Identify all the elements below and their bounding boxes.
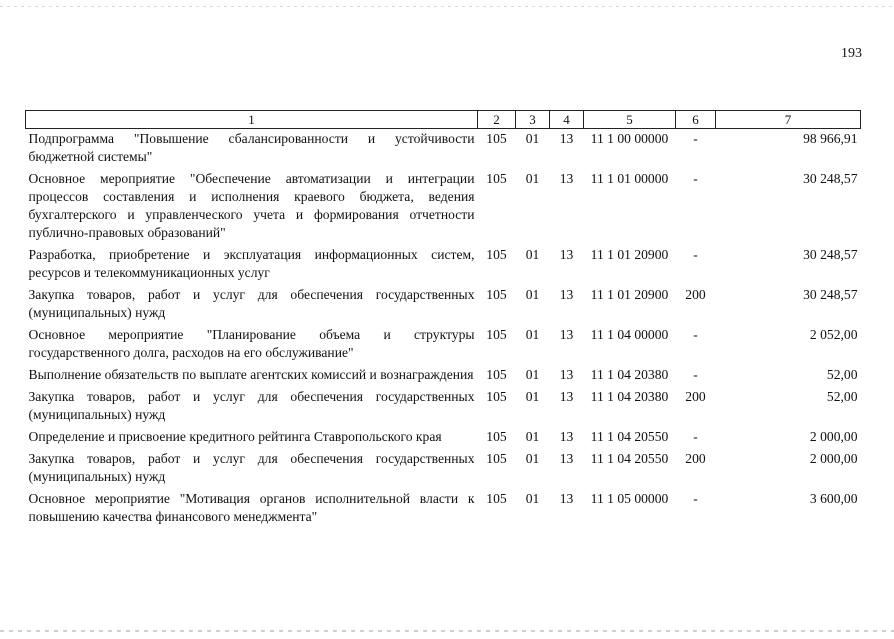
row-amount: 2 000,00 <box>809 451 858 466</box>
row-expense-type: - <box>693 367 698 382</box>
header-col-4: 4 <box>550 111 584 129</box>
row-target-article: 11 1 01 20900 <box>590 247 669 262</box>
row-target-article: 11 1 04 20550 <box>590 451 669 466</box>
row-section: 01 <box>525 389 540 404</box>
row-section: 01 <box>525 429 540 444</box>
row-subsection: 13 <box>559 287 574 302</box>
row-expense-type: - <box>693 171 698 186</box>
row-admin-code: 105 <box>486 451 507 466</box>
row-target-article: 11 1 01 00000 <box>590 171 669 186</box>
row-amount: 3 600,00 <box>809 491 858 506</box>
row-target-article: 11 1 00 00000 <box>590 131 669 146</box>
row-admin-code: 105 <box>486 247 507 262</box>
row-expense-type: - <box>693 491 698 506</box>
table-row <box>26 365 861 387</box>
row-name: Закупка товаров, работ и услуг для обеспечения государственных (муниципальных) нужд <box>28 451 475 484</box>
row-name: Закупка товаров, работ и услуг для обеспечения государственных (муниципальных) нужд <box>28 287 475 320</box>
row-target-article: 11 1 04 20380 <box>590 367 669 382</box>
row-name: Выполнение обязательств по выплате агентских комиссий и вознаграждения <box>28 367 474 382</box>
row-amount: 52,00 <box>826 367 858 382</box>
row-name: Закупка товаров, работ и услуг для обеспечения государственных (муниципальных) нужд <box>28 389 475 422</box>
row-amount: 98 966,91 <box>803 131 858 146</box>
row-name: Подпрограмма "Повышение сбалансированности и устойчивости бюджетной системы" <box>28 131 475 164</box>
table-row <box>26 449 861 489</box>
row-subsection: 13 <box>559 389 574 404</box>
row-admin-code: 105 <box>486 171 507 186</box>
row-admin-code: 105 <box>486 287 507 302</box>
row-expense-type: - <box>693 327 698 342</box>
table-row <box>26 387 861 427</box>
row-expense-type: - <box>693 247 698 262</box>
row-expense-type: - <box>693 429 698 444</box>
row-admin-code: 105 <box>486 429 507 444</box>
header-col-2: 2 <box>478 111 516 129</box>
row-expense-type: 200 <box>685 451 706 466</box>
row-subsection: 13 <box>559 247 574 262</box>
row-admin-code: 105 <box>486 367 507 382</box>
row-section: 01 <box>525 367 540 382</box>
row-target-article: 11 1 04 20550 <box>590 429 669 444</box>
table-row <box>26 325 861 365</box>
header-col-6: 6 <box>676 111 716 129</box>
row-section: 01 <box>525 491 540 506</box>
row-name: Основное мероприятие "Мотивация органов исполнительной власти к повышению качества финансового менеджмента" <box>28 491 475 524</box>
table-body <box>26 129 861 530</box>
row-section: 01 <box>525 131 540 146</box>
row-amount: 30 248,57 <box>803 287 858 302</box>
page-number: 193 <box>841 46 862 61</box>
row-amount: 30 248,57 <box>803 247 858 262</box>
row-target-article: 11 1 04 00000 <box>590 327 669 342</box>
row-expense-type: 200 <box>685 389 706 404</box>
row-subsection: 13 <box>559 491 574 506</box>
row-section: 01 <box>525 247 540 262</box>
row-admin-code: 105 <box>486 327 507 342</box>
row-expense-type: 200 <box>685 287 706 302</box>
header-col-3: 3 <box>516 111 550 129</box>
row-target-article: 11 1 01 20900 <box>590 287 669 302</box>
table-row <box>26 129 861 170</box>
row-expense-type: - <box>693 131 698 146</box>
row-subsection: 13 <box>559 451 574 466</box>
table-row <box>26 427 861 449</box>
row-name: Определение и присвоение кредитного рейтинга Ставропольского края <box>28 429 442 444</box>
row-subsection: 13 <box>559 429 574 444</box>
row-name: Разработка, приобретение и эксплуатация информационных систем, ресурсов и телекоммуникационных услуг <box>28 247 475 280</box>
row-name: Основное мероприятие "Планирование объема и структуры государственного долга, расходов на его обслуживание" <box>28 327 475 360</box>
header-col-1: 1 <box>26 111 478 129</box>
row-admin-code: 105 <box>486 131 507 146</box>
row-amount: 2 000,00 <box>809 429 858 444</box>
table-row <box>26 285 861 325</box>
header-col-7: 7 <box>716 111 861 129</box>
row-admin-code: 105 <box>486 491 507 506</box>
scan-edge-top <box>0 6 894 7</box>
row-amount: 30 248,57 <box>803 171 858 186</box>
row-subsection: 13 <box>559 131 574 146</box>
table-header-row <box>26 111 861 129</box>
budget-table <box>25 110 861 529</box>
scan-edge-bottom <box>0 630 894 632</box>
row-amount: 2 052,00 <box>809 327 858 342</box>
row-subsection: 13 <box>559 327 574 342</box>
row-section: 01 <box>525 451 540 466</box>
row-name: Основное мероприятие "Обеспечение автоматизации и интеграции процессов составления и исполнения краевого бюджета, ведения бухгалтерского и управленческого учета и формирования отчетности публично-правовых образований" <box>28 171 475 240</box>
table-row <box>26 489 861 529</box>
row-amount: 52,00 <box>826 389 858 404</box>
table-row <box>26 245 861 285</box>
row-subsection: 13 <box>559 367 574 382</box>
row-section: 01 <box>525 287 540 302</box>
row-section: 01 <box>525 327 540 342</box>
row-section: 01 <box>525 171 540 186</box>
row-subsection: 13 <box>559 171 574 186</box>
row-target-article: 11 1 05 00000 <box>590 491 669 506</box>
row-target-article: 11 1 04 20380 <box>590 389 669 404</box>
row-admin-code: 105 <box>486 389 507 404</box>
table-row <box>26 169 861 245</box>
header-col-5: 5 <box>584 111 676 129</box>
